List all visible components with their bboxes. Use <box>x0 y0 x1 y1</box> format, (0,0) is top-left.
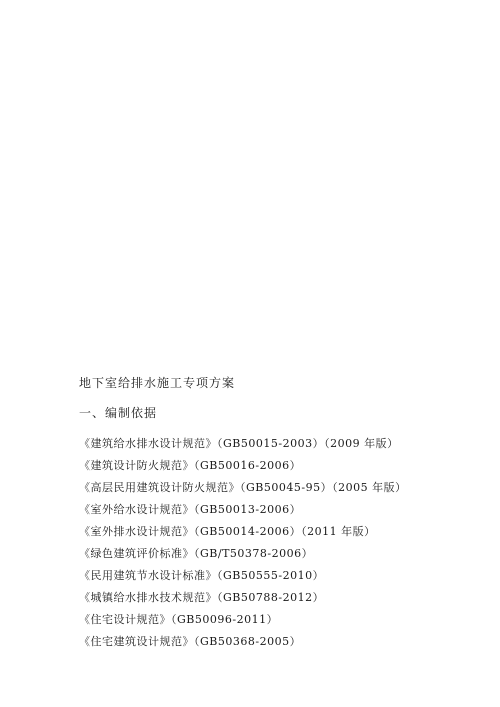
reference-item: 《民用建筑节水设计标准》（GB50555-2010） <box>79 569 325 582</box>
reference-item: 《住宅设计规范》（GB50096-2011） <box>79 613 279 626</box>
reference-item: 《建筑设计防火规范》（GB50016-2006） <box>79 459 302 472</box>
document-body <box>79 375 479 653</box>
reference-item: 《建筑给水排水设计规范》（GB50015-2003）（2009 年版） <box>79 437 399 450</box>
reference-item: 《城镇给水排水技术规范》（GB50788-2012） <box>79 591 325 604</box>
reference-item: 《绿色建筑评价标准》（GB/T50378-2006） <box>79 547 314 560</box>
reference-item: 《住宅建筑设计规范》（GB50368-2005） <box>79 635 302 648</box>
section-heading: 一、编制依据 <box>79 406 158 420</box>
reference-item: 《高层民用建筑设计防火规范》（GB50045-95）（2005 年版） <box>79 481 407 494</box>
reference-item: 《室外给水设计规范》（GB50013-2006） <box>79 503 302 516</box>
reference-list <box>79 433 479 653</box>
document-title: 地下室给排水施工专项方案 <box>79 376 236 390</box>
reference-item: 《室外排水设计规范》（GB50014-2006）（2011 年版） <box>79 525 376 538</box>
